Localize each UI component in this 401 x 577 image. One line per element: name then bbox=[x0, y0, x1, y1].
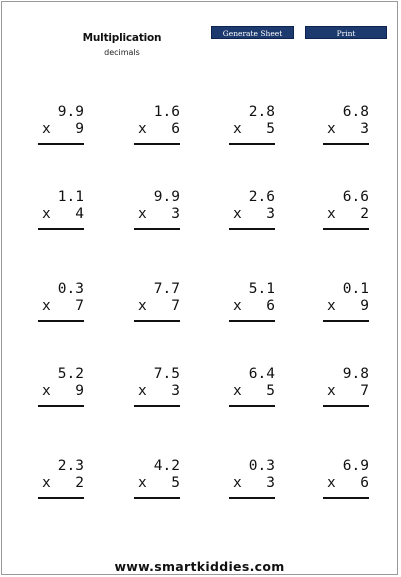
answer-line bbox=[134, 143, 180, 145]
problem-18 bbox=[134, 458, 180, 499]
multiplier-row bbox=[323, 298, 369, 315]
multiplier-row bbox=[134, 475, 180, 492]
multiplier: 3 bbox=[360, 121, 369, 137]
multiplier-row bbox=[323, 121, 369, 138]
times-sign: x bbox=[233, 121, 242, 137]
problem-2 bbox=[134, 104, 180, 145]
multiplier: 3 bbox=[266, 206, 275, 222]
multiplier-row bbox=[38, 298, 84, 315]
multiplicand: 6.9 bbox=[342, 458, 369, 474]
answer-line bbox=[323, 497, 369, 499]
problem-11 bbox=[229, 281, 275, 322]
times-sign: x bbox=[327, 206, 336, 222]
multiplicand: 9.9 bbox=[57, 104, 84, 120]
multiplicand: 1.1 bbox=[57, 189, 84, 205]
problem-grid bbox=[2, 2, 397, 574]
multiplier: 9 bbox=[75, 383, 84, 399]
answer-line bbox=[229, 405, 275, 407]
problem-10 bbox=[134, 281, 180, 322]
problem-15 bbox=[229, 366, 275, 407]
problem-20 bbox=[323, 458, 369, 499]
problem-5 bbox=[38, 189, 84, 230]
problem-13 bbox=[38, 366, 84, 407]
times-sign: x bbox=[327, 298, 336, 314]
answer-line bbox=[323, 228, 369, 230]
times-sign: x bbox=[42, 383, 51, 399]
footer-website: www.smartkiddies.com bbox=[114, 559, 285, 574]
multiplier: 9 bbox=[75, 121, 84, 137]
times-sign: x bbox=[138, 298, 147, 314]
multiplicand: 5.1 bbox=[248, 281, 275, 297]
multiplier-row bbox=[323, 206, 369, 223]
problem-6 bbox=[134, 189, 180, 230]
multiplicand: 0.3 bbox=[57, 281, 84, 297]
answer-line bbox=[38, 497, 84, 499]
multiplier-row bbox=[134, 121, 180, 138]
multiplicand: 6.4 bbox=[248, 366, 275, 382]
times-sign: x bbox=[138, 121, 147, 137]
worksheet-subtitle: decimals bbox=[104, 48, 140, 57]
times-sign: x bbox=[42, 206, 51, 222]
multiplicand: 9.8 bbox=[342, 366, 369, 382]
multiplier-row bbox=[323, 475, 369, 492]
multiplicand: 2.6 bbox=[248, 189, 275, 205]
multiplicand: 5.2 bbox=[57, 366, 84, 382]
times-sign: x bbox=[327, 475, 336, 491]
multiplier: 5 bbox=[171, 475, 180, 491]
multiplier-row bbox=[134, 383, 180, 400]
multiplier: 7 bbox=[75, 298, 84, 314]
multiplier-row bbox=[229, 383, 275, 400]
worksheet-page bbox=[1, 1, 398, 575]
times-sign: x bbox=[233, 383, 242, 399]
multiplier-row bbox=[229, 121, 275, 138]
answer-line bbox=[38, 405, 84, 407]
problem-7 bbox=[229, 189, 275, 230]
times-sign: x bbox=[42, 475, 51, 491]
multiplier: 6 bbox=[171, 121, 180, 137]
answer-line bbox=[134, 405, 180, 407]
multiplier: 3 bbox=[171, 383, 180, 399]
problem-8 bbox=[323, 189, 369, 230]
multiplier: 7 bbox=[360, 383, 369, 399]
multiplicand: 2.3 bbox=[57, 458, 84, 474]
problem-4 bbox=[323, 104, 369, 145]
times-sign: x bbox=[138, 383, 147, 399]
answer-line bbox=[38, 320, 84, 322]
times-sign: x bbox=[42, 298, 51, 314]
multiplier: 9 bbox=[360, 298, 369, 314]
multiplicand: 7.7 bbox=[153, 281, 180, 297]
multiplicand: 9.9 bbox=[153, 189, 180, 205]
answer-line bbox=[134, 497, 180, 499]
multiplicand: 2.8 bbox=[248, 104, 275, 120]
multiplier: 2 bbox=[360, 206, 369, 222]
times-sign: x bbox=[233, 475, 242, 491]
multiplier: 3 bbox=[171, 206, 180, 222]
multiplier: 6 bbox=[266, 298, 275, 314]
multiplicand: 4.2 bbox=[153, 458, 180, 474]
times-sign: x bbox=[327, 121, 336, 137]
multiplier: 4 bbox=[75, 206, 84, 222]
multiplier-row bbox=[38, 383, 84, 400]
times-sign: x bbox=[233, 206, 242, 222]
answer-line bbox=[229, 497, 275, 499]
multiplier-row bbox=[229, 206, 275, 223]
answer-line bbox=[134, 228, 180, 230]
multiplicand: 0.3 bbox=[248, 458, 275, 474]
answer-line bbox=[229, 228, 275, 230]
multiplicand: 6.8 bbox=[342, 104, 369, 120]
problem-17 bbox=[38, 458, 84, 499]
multiplier-row bbox=[38, 475, 84, 492]
multiplier: 7 bbox=[171, 298, 180, 314]
times-sign: x bbox=[138, 206, 147, 222]
problem-1 bbox=[38, 104, 84, 145]
answer-line bbox=[323, 143, 369, 145]
multiplicand: 6.6 bbox=[342, 189, 369, 205]
multiplier: 5 bbox=[266, 383, 275, 399]
multiplier-row bbox=[134, 298, 180, 315]
problem-19 bbox=[229, 458, 275, 499]
worksheet-title: Multiplication bbox=[82, 32, 162, 44]
multiplier: 3 bbox=[266, 475, 275, 491]
generate-sheet-button[interactable]: Generate Sheet bbox=[211, 26, 294, 39]
multiplier-row bbox=[323, 383, 369, 400]
answer-line bbox=[323, 405, 369, 407]
times-sign: x bbox=[233, 298, 242, 314]
problem-12 bbox=[323, 281, 369, 322]
multiplier: 6 bbox=[360, 475, 369, 491]
answer-line bbox=[323, 320, 369, 322]
multiplicand: 0.1 bbox=[342, 281, 369, 297]
multiplier-row bbox=[38, 121, 84, 138]
answer-line bbox=[229, 320, 275, 322]
problem-3 bbox=[229, 104, 275, 145]
answer-line bbox=[134, 320, 180, 322]
multiplier-row bbox=[229, 298, 275, 315]
multiplier-row bbox=[38, 206, 84, 223]
times-sign: x bbox=[138, 475, 147, 491]
answer-line bbox=[229, 143, 275, 145]
times-sign: x bbox=[42, 121, 51, 137]
print-button[interactable]: Print bbox=[305, 26, 387, 39]
answer-line bbox=[38, 143, 84, 145]
answer-line bbox=[38, 228, 84, 230]
times-sign: x bbox=[327, 383, 336, 399]
problem-14 bbox=[134, 366, 180, 407]
multiplier-row bbox=[134, 206, 180, 223]
multiplier: 5 bbox=[266, 121, 275, 137]
problem-16 bbox=[323, 366, 369, 407]
problem-9 bbox=[38, 281, 84, 322]
multiplier: 2 bbox=[75, 475, 84, 491]
multiplicand: 7.5 bbox=[153, 366, 180, 382]
multiplicand: 1.6 bbox=[153, 104, 180, 120]
multiplier-row bbox=[229, 475, 275, 492]
